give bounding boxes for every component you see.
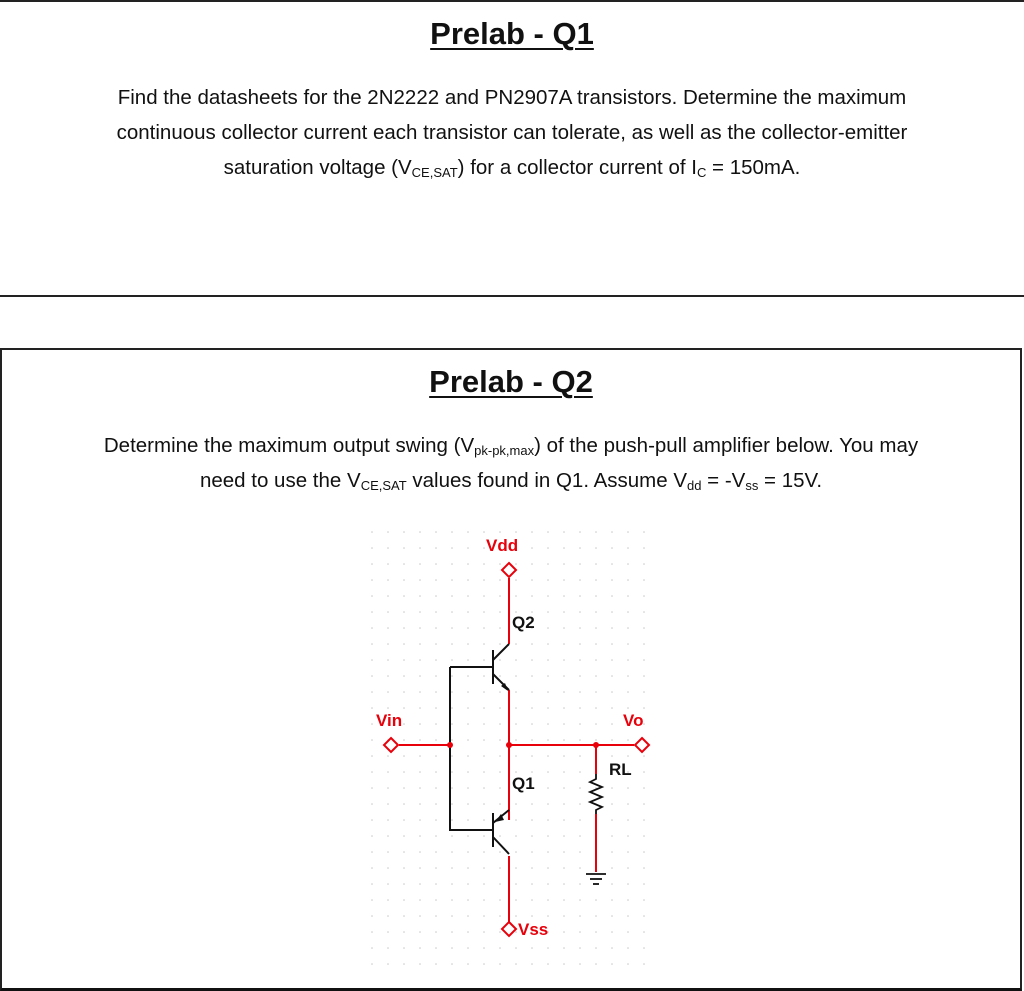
q1-line-3-c: = 150mA. bbox=[706, 156, 801, 179]
q1-line-1: Find the datasheets for the 2N2222 and PN2907A transistors. Determine the maximum bbox=[117, 86, 907, 109]
vce-sat-subscript: CE,SAT bbox=[411, 165, 458, 180]
q1-line-2: continuous collector current each transistor can tolerate, as well as the collector-emitter bbox=[116, 121, 908, 144]
vce-sat-subscript-2: CE,SAT bbox=[360, 478, 407, 493]
q2-line-1-b: ) of the push-pull amplifier below. You may bbox=[534, 434, 919, 457]
vin-label: Vin bbox=[376, 711, 403, 730]
q1-line-3-b: ) for a collector current of I bbox=[457, 156, 697, 179]
q2-line-2-b: values found in Q1. Assume V bbox=[406, 469, 688, 492]
junction-out bbox=[593, 742, 599, 748]
rl-label: RL bbox=[609, 760, 632, 779]
q1-paragraph bbox=[0, 80, 1024, 185]
vdd-subscript: dd bbox=[687, 478, 702, 493]
q2-title: Prelab - Q2 bbox=[429, 364, 593, 399]
q2-line-1-a: Determine the maximum output swing (V bbox=[103, 434, 475, 457]
q2-line-2-a: need to use the V bbox=[199, 469, 361, 492]
vss-subscript: ss bbox=[745, 478, 759, 493]
ic-subscript: C bbox=[696, 165, 707, 180]
junction-mid bbox=[506, 742, 512, 748]
q1-line-3-a: saturation voltage (V bbox=[223, 156, 412, 179]
q2-label: Q2 bbox=[512, 613, 535, 632]
q2-line-2-c: = -V bbox=[701, 469, 746, 492]
vdd-label: Vdd bbox=[486, 536, 519, 555]
q2-line-2-d: = 15V. bbox=[758, 469, 823, 492]
push-pull-schematic bbox=[2, 350, 1020, 988]
q1-label: Q1 bbox=[512, 774, 535, 793]
vpk-subscript: pk-pk,max bbox=[474, 443, 535, 458]
q1-title: Prelab - Q1 bbox=[430, 16, 594, 51]
prelab-q1-panel bbox=[0, 0, 1024, 297]
junction-vin bbox=[447, 742, 453, 748]
vo-label: Vo bbox=[623, 711, 644, 730]
vss-label: Vss bbox=[518, 920, 549, 939]
q1-line-3 bbox=[0, 150, 1024, 185]
prelab-q2-panel bbox=[0, 348, 1022, 991]
